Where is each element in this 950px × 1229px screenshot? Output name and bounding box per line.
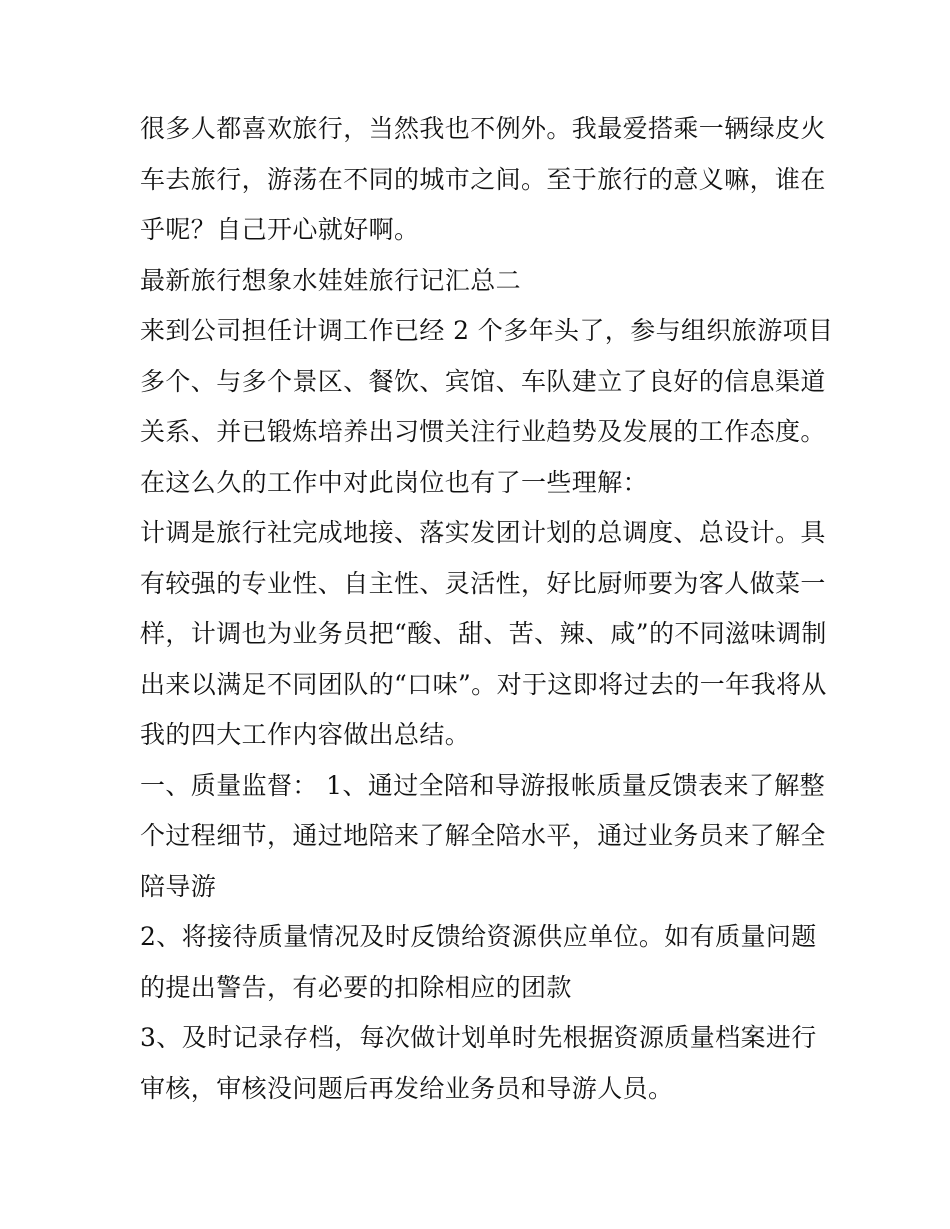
text-line: 审核，审核没问题后再发给业务员和导游人员。: [140, 1073, 674, 1103]
heading-line: 最新旅行想象水娃娃旅行记汇总二: [140, 265, 522, 295]
text-line: 多个、与多个景区、餐饮、宾馆、车队建立了良好的信息渠道: [140, 366, 826, 396]
paragraph-role-definition: [140, 508, 827, 761]
text-line: 关系、并已锻炼培养出习惯关注行业趋势及发展的工作态度。: [140, 417, 826, 446]
text-line: 有较强的专业性、自主性、灵活性，好比厨师要为客人做菜一: [140, 568, 826, 598]
text-line: 陪导游: [140, 871, 217, 901]
text-line: 乎呢？自己开心就好啊。: [140, 215, 420, 244]
text-line: 计调是旅行社完成地接、落实发团计划的总调度、总设计。具: [140, 518, 826, 547]
paragraph-travel-intro: [140, 104, 826, 256]
text-line: 来到公司担任计调工作已经 2 个多年头了，参与组织旅游项目: [140, 316, 834, 345]
text-line: 2、将接待质量情况及时反馈给资源供应单位。如有质量问题: [140, 922, 817, 951]
text-line: 在这么久的工作中对此岗位也有了一些理解：: [140, 467, 649, 497]
text-line: 3、及时记录存档，每次做计划单时先根据资源质量档案进行: [140, 1023, 817, 1052]
paragraph-record-keeping: [140, 1013, 820, 1114]
text-line: 样，计调也为业务员把“酸、甜、苦、辣、咸”的不同滋味调制: [140, 619, 827, 648]
paragraph-job-experience: [140, 306, 834, 508]
paragraph-quality-supervision: [140, 761, 826, 913]
text-line: 车去旅行，游荡在不同的城市之间。至于旅行的意义嘛，谁在: [140, 164, 826, 194]
text-line: 很多人都喜欢旅行，当然我也不例外。我最爱搭乘一辆绿皮火: [140, 114, 826, 143]
section-heading: [140, 256, 820, 307]
text-line: 出来以满足不同团队的“口味”。对于这即将过去的一年我将从: [140, 669, 827, 699]
paragraph-feedback: [140, 912, 820, 1013]
text-line: 一、质量监督： 1、通过全陪和导游报帐质量反馈表来了解整: [140, 770, 826, 800]
document-body: [140, 104, 834, 1114]
text-line: 我的四大工作内容做出总结。: [140, 720, 471, 749]
text-line: 个过程细节，通过地陪来了解全陪水平，通过业务员来了解全: [140, 821, 826, 850]
text-line: 的提出警告，有必要的扣除相应的团款: [140, 972, 572, 1002]
